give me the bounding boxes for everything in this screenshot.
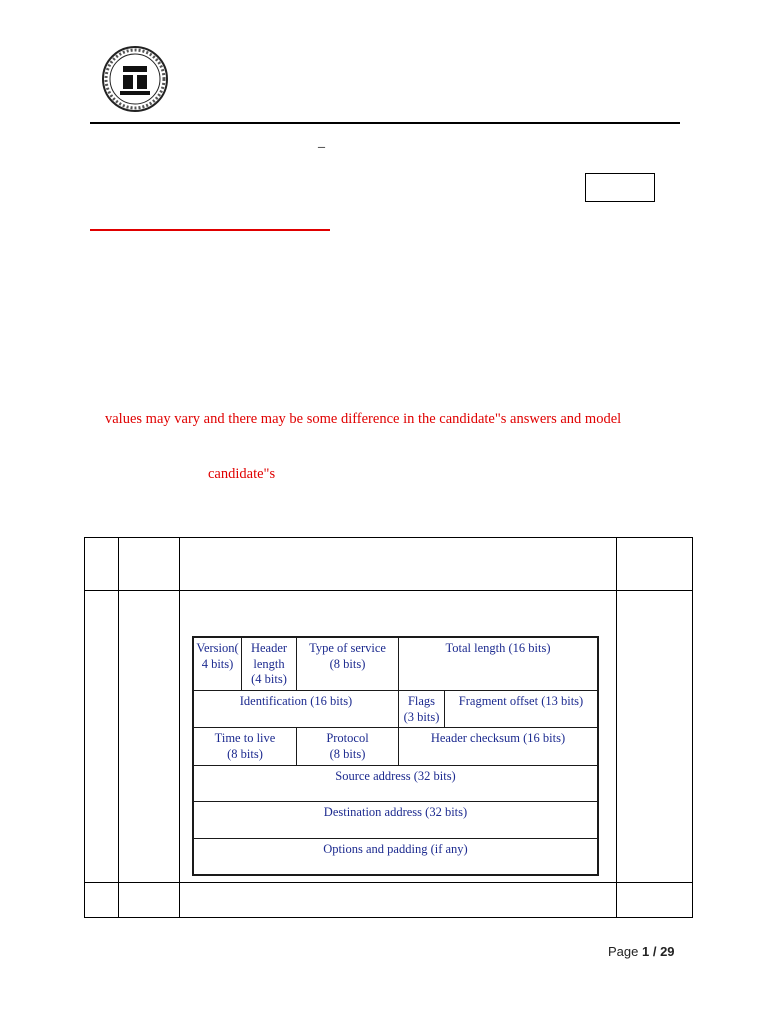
- table-cell: [180, 883, 617, 918]
- fragment-offset-field: Fragment offset (13 bits): [445, 691, 597, 728]
- table-cell: [85, 591, 119, 883]
- table-cell: [180, 538, 617, 591]
- options-padding-field: Options and padding (if any): [323, 842, 468, 856]
- page-current: 1: [641, 944, 650, 959]
- table-header-row: [85, 538, 693, 591]
- page-number: [608, 944, 675, 959]
- marks-box: [585, 173, 655, 202]
- instruction-line-fragment: candidate"s: [208, 466, 276, 482]
- header-divider: [90, 122, 680, 124]
- version-field: Version( 4 bits): [194, 638, 242, 691]
- total-length-field: Total length (16 bits): [399, 638, 597, 691]
- time-to-live-field: Time to live (8 bits): [194, 728, 297, 766]
- table-cell: [119, 591, 180, 883]
- page-separator: /: [649, 944, 661, 959]
- page-total: 29: [660, 944, 675, 959]
- table-cell: [617, 538, 693, 591]
- board-seal-logo: [96, 46, 174, 112]
- header-dash: _: [318, 135, 325, 150]
- page-prefix: Page: [608, 944, 642, 959]
- identification-field: Identification (16 bits): [194, 691, 399, 728]
- header-checksum-field: Header checksum (16 bits): [399, 728, 597, 766]
- protocol-field: Protocol (8 bits): [297, 728, 399, 766]
- header-length-field: Header length (4 bits): [242, 638, 297, 691]
- table-cell: [617, 883, 693, 918]
- table-cell: [617, 591, 693, 883]
- destination-address-field: Destination address (32 bits): [194, 802, 597, 839]
- instruction-line: values may vary and there may be some difference in the candidate"s answers and model: [105, 411, 622, 427]
- ipv4-header-diagram: [192, 636, 599, 876]
- type-of-service-field: Type of service (8 bits): [297, 638, 399, 691]
- flags-field: Flags (3 bits): [399, 691, 445, 728]
- source-address-field: Source address (32 bits): [194, 766, 597, 802]
- table-cell: [119, 538, 180, 591]
- red-underline: [90, 229, 330, 231]
- table-cell: [85, 538, 119, 591]
- table-cell: [85, 883, 119, 918]
- table-cell: [119, 883, 180, 918]
- table-row: [85, 883, 693, 918]
